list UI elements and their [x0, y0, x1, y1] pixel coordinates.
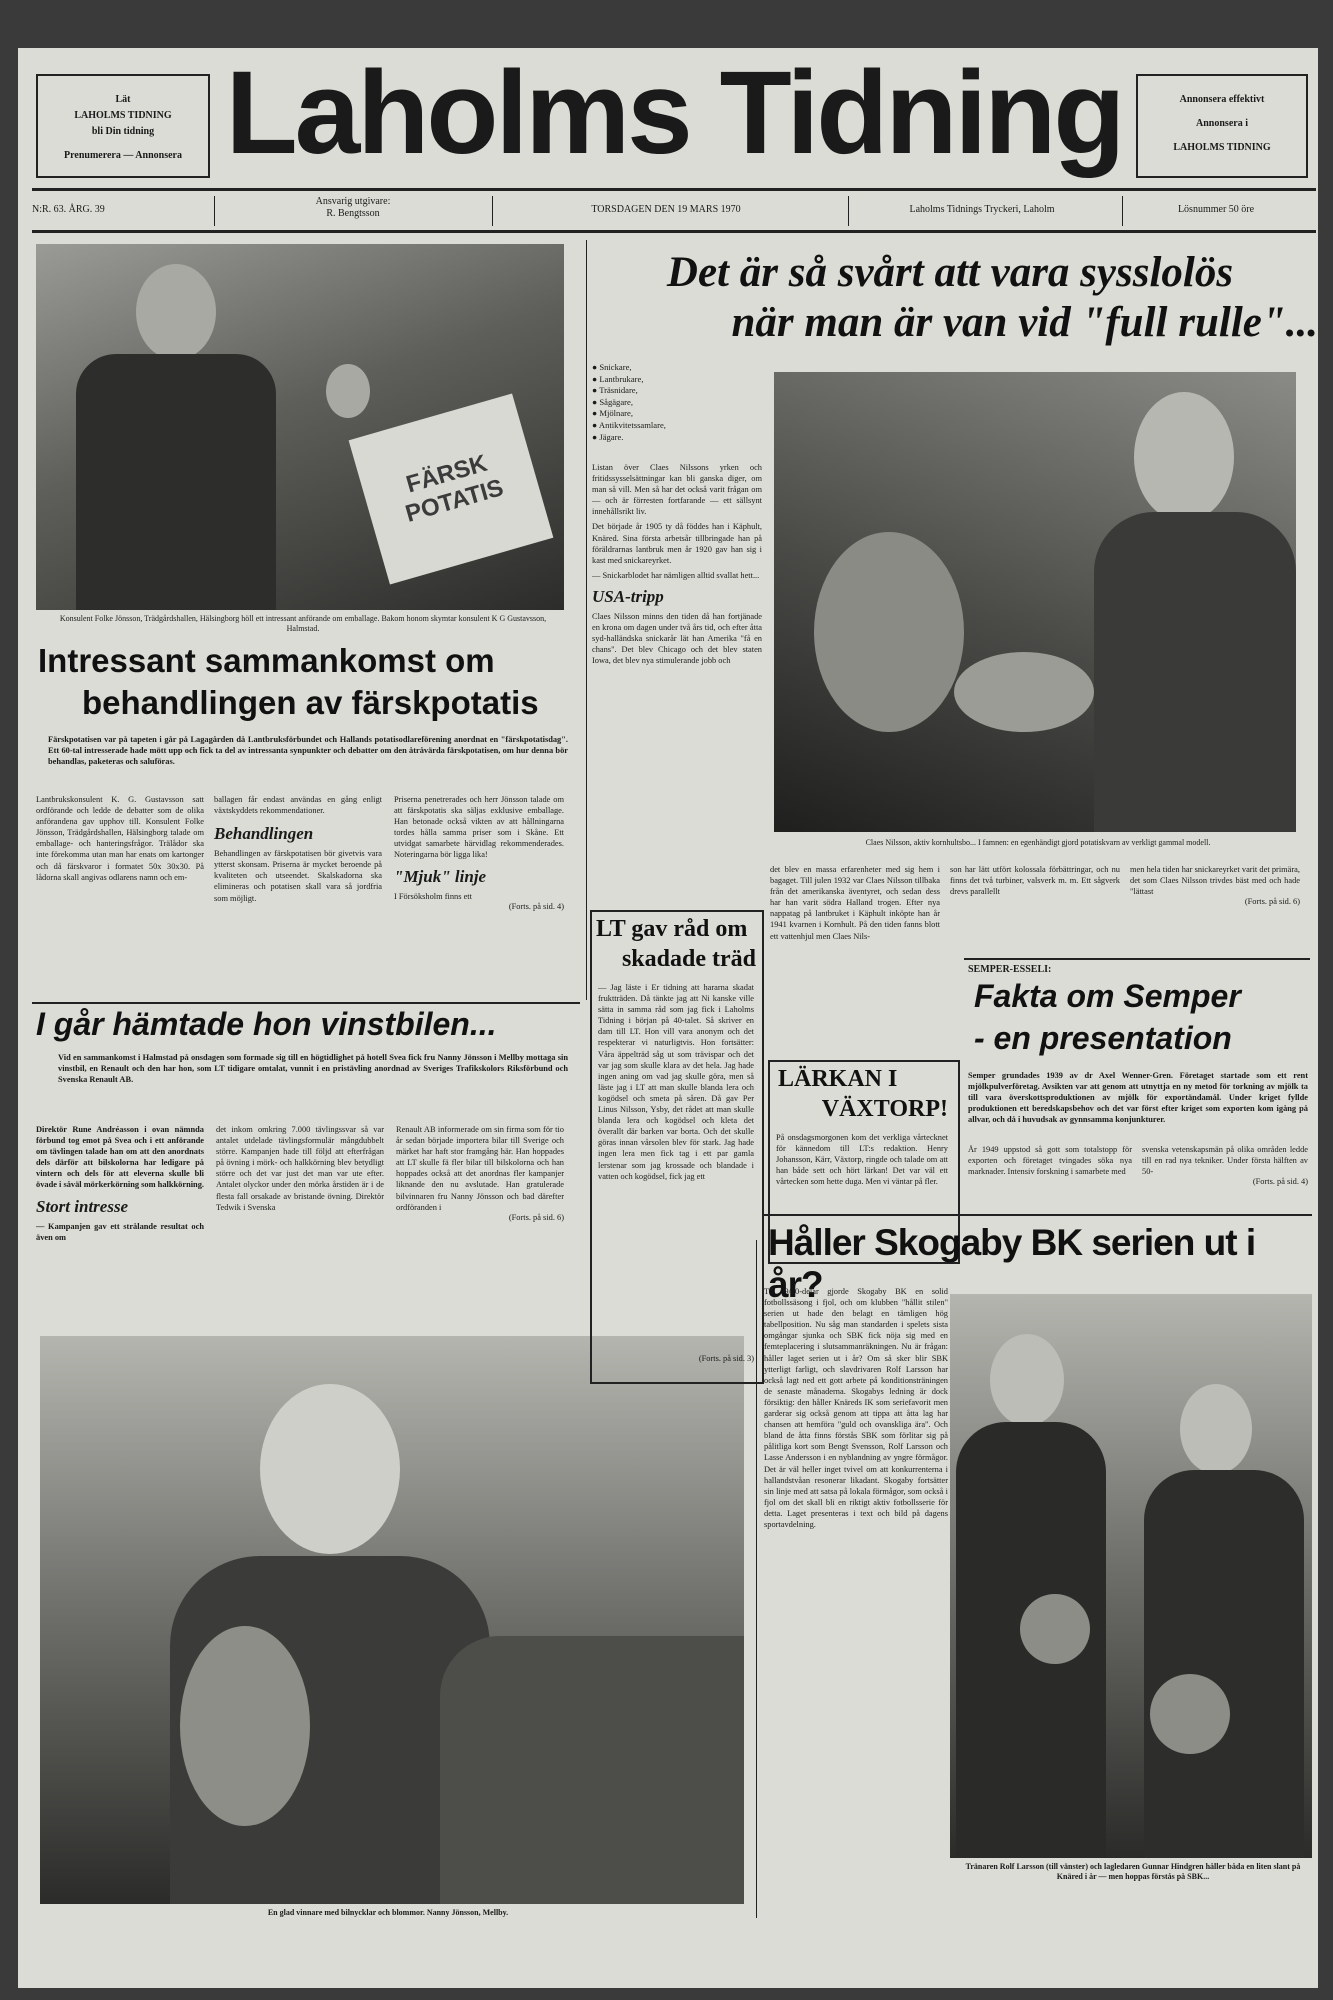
potatis-col3: Priserna penetrerades och herr Jönsson talade om att färskpotatis ska säljas exklusive emballage. Han betonade också vikten av att hållningarna tordes hålla samma priser som i Skåne. Ett utvidgat samarbete härvidlag rekommenderades. Noteringarna bör ligga lika! "Mjuk" linje I Försöksholm finns ett (Forts. på sid. 4): [394, 795, 564, 911]
advertise-box: Annonsera effektivt Annonsera i LAHOLMS TIDNING: [1136, 74, 1308, 178]
lt-rad-headline-1: LT gav råd om: [596, 916, 748, 942]
larkan-headline-2: VÄXTORP!: [821, 1096, 948, 1122]
semper-headline-1: Fakta om Semper: [974, 978, 1241, 1014]
sysslolos-caption: Claes Nilsson, aktiv kornhultsbo... I famnen: en egenhändigt gjord potatiskvarn av verkligt gammal modell.: [865, 838, 1211, 847]
potatis-col1: Lantbrukskonsulent K. G. Gustavsson satt ordförande och ledde de debatter som de olika anförandena gav upphov till. Konsulent Folke Jönsson, Trädgårdshallen, Hälsingborg talade om emballage- och hanteringsfrågor. Trälådor ska inte förekomma utan man har enats om kartonger och då färskvaror i formatet 50x 30x30. På lådorna skall angivas odlarens namn och em-: [36, 795, 204, 882]
potatis-headline-2: behandlingen av färskpotatis: [82, 684, 539, 721]
vinstbil-headline: I går hämtade hon vinstbilen...: [36, 1006, 497, 1042]
semper-kicker: SEMPER-ESSELI:: [968, 964, 1052, 975]
sysslolos-bullets: ● Snickare, ● Lantbrukare, ● Träsnidare, ● Sågägare, ● Mjölnare, ● Antikvitetssamlare, ● Jägare.: [592, 362, 762, 443]
price: Lösnummer 50 öre: [1177, 204, 1255, 215]
sysslolos-col3: son har lätt utfört kolossala förbättringar, och nu finns det två turbiner, valsverk m. m. Ett sågverk drevs parallellt: [950, 865, 1120, 897]
vinstbil-col3: Renault AB informerade om sin firma som för tio år sedan började importera bilar till Sverige och märket har haft stor framgång här. Han hoppades att LT skulle fä fler bilar till bilskolorna och han hoppades också att det anordnas fler kampanjer liknande den nu avslutade. Han gratulerade bilvinnaren fru Nanny Jönsson och bad därefter ordföranden i (Forts. på sid. 6): [396, 1125, 564, 1222]
skogaby-headline: Håller Skogaby BK serien ut i år?: [768, 1222, 1256, 1305]
lt-rad-headline-2: skadade träd: [621, 946, 756, 972]
sysslolos-col1: Listan över Claes Nilssons yrken och fritidssysselsättningar kan bli ganska diger, om man så vill. Men så har det också varit frågan om — och är förresten fortfarande — ett sällsynt innehållsrikt liv. Det började år 1905 ty då föddes han i Käphult, Knäred. Sina första arbetsår tillbringade han på föräldrarnas lantbruk men år 1920 gav han sig i kast med snickareyrket. — Snickarblodet har nämligen alltid svallat hett... USA-tripp Claes Nilsson minns den tiden då han fortjänade en krona om dagen under två års tid, och efter åtta syd-halländska snickarår lät han Amerika "få en chans". Det blev Chicago och det blev staten Iowa, det blev nya stimulerande jobb och: [592, 463, 762, 666]
potatis-lead: Färskpotatisen var på tapeten i går på Lagagården då Lantbruksförbundet och Hallands potatisodlareförening anordnat en "färskpotatisdag". Ett 60-tal intresserade hade mött upp och fick ta del av intressanta synpunkter och debatter om den åtråvärda färskpotatisen, om hur denna bör behandlas, paketeras och saluföras.: [48, 735, 568, 767]
printer: Laholms Tidnings Tryckeri, Laholm: [909, 204, 1055, 215]
semper-headline-2: - en presentation: [974, 1020, 1232, 1056]
potatis-photo: [36, 244, 564, 610]
masthead-title: Laholms Tidning: [225, 47, 1123, 179]
sysslolos-col2: det blev en massa erfarenheter med sig hem i bagaget. Till julen 1932 var Claes Nilsson tillbaka från det amerikanska äventyret, och sedan dess har han varit södra Halland trogen. Efter nya nappatag på lantbruket i Käphult inköpte han år 1941 kvarnen i Kornhult. På den tiden fanns blott ett vattenhjul men Claes Nils-: [770, 865, 940, 941]
skogaby-caption: Tränaren Rolf Larsson (till vänster) och lagledaren Gunnar Hindgren håller båda en liten slant på Knäred i år — men hoppas förstås på SBK...: [965, 1862, 1301, 1882]
sysslolos-col4: men hela tiden har snickareyrket varit det primära, det som Claes Nilsson trivdes bäst med och hade "lättast (Forts. på sid. 6): [1130, 865, 1300, 907]
newspaper-page: [18, 48, 1318, 1988]
skogaby-photo: [950, 1294, 1312, 1858]
sysslolos-headline-2: när man är van vid "full rulle"...: [731, 299, 1318, 346]
issue-number: N:R. 63. ÅRG. 39: [32, 204, 105, 215]
vinstbil-caption: En glad vinnare med bilnycklar och blommor. Nanny Jönsson, Mellby.: [267, 1908, 509, 1917]
semper-lead: Semper grundades 1939 av dr Axel Wenner-Gren. Företaget startade som ett rent mjölkpulverföretag. Avsikten var att genom att utnyttja en ny metod för torkning av mjölk ta till vara överskottsproduktionen av mjölk för exportändamål. Under kriget fyllde produktionen ett beredskapsbehov och det var först efter kriget som exporten kom igång på allvar, och då i huvudsak av gynnsamma konjunkturer.: [968, 1071, 1308, 1125]
potatis-headline-1: Intressant sammankomst om: [38, 642, 495, 679]
potatis-col2: ballagen får endast användas en gång enligt växtskyddets rekommendationer. Behandlingen Behandlingen av färskpotatisen bör givetvis vara ytterst skonsam. Priserna är mycket beroende på kvaliteten och utseendet. Skalskadorna ska elimineras och potatisen skall vara så jordfria som möjligt.: [214, 795, 382, 903]
header-rule-bottom: [32, 230, 1316, 233]
larkan-headline-1: LÄRKAN I: [778, 1066, 898, 1092]
lt-rad-body: — Jag läste i Er tidning att hararna skadat fruktträden. Då tänkte jag att Ni kanske ville sätta in samma råd som jag fick i Laholms Tidning i början på 40-talet. Så skriver en dam till LT. Hon vill vara anonym och det respekterar vi naturligtvis. Hon fortsätter: Våra äppelträd såg ut som trävispar och det var jag som skulle klara av det hela. Jag hade ingen aning om vad jag skulle göra, men så läste jag i LT att man skulle blanda lera och kogödsel och smeta på såren. Då gav Per Linus Nilsson, Ysby, det rådet att man skulle blanda lera och kogödsel och kleta det överallt där barken var borta. Och det skulle göras innan vårsolen blev för stark. Jag hade ingen lera men fick tag i ett par gamla lerstenar som jag krossade och blandade i vatten och kogödsel, fick jag ett: [598, 983, 754, 1181]
sysslolos-headline-1: Det är så svårt att vara sysslolös: [666, 249, 1234, 296]
vinstbil-col2: det inkom omkring 7.000 tävlingssvar så var antalet utdelade tävlingsformulär mångdubbelt större. Kampanjen hade till följd att efterfrågan på övning i mörk- och halkkörning blev betydligt större och det var just det man var ute efter. Antalet olyckor under den mörka årstiden är i de flesta fall orsakade av bristande övning. Direktör Tedwik i Svenska: [216, 1125, 384, 1212]
issue-date: TORSDAGEN DEN 19 MARS 1970: [591, 204, 741, 215]
larkan-body: På onsdagsmorgonen kom det verkliga vårtecknet för kännedom till LT:s redaktion. Henry Johansson, Kärr, Växtorp, ringde och talade om att han både sett och hört lärkan! Det var väl ett vårtecken som hette duga. Men vi väntar på fler.: [776, 1133, 948, 1187]
header-rule-top: [32, 188, 1316, 191]
skogaby-body: Till 9/10-delar gjorde Skogaby BK en solid fotbollssäsong i fjol, och om klubben "hållit stilen" serien ut hade den belagt en tämligen hög tabellposition. Nu såg man standarden i spelets sista omgångar sjunka och SBK fick nöja sig med en femteplacering i slutsammanräkningen. Nu är frågan: håller laget serien ut i år? Om så sker blir SBK ytterligt farligt, och slavdrivaren Rolf Larsson har också lagt ned ett gott arbete på konditionsträningen de senaste månaderna. Skogabys ledning är dock försiktig: den håller Knäreds IK som seriefavorit men garderar sig också genom att tippa att åtta lag har chansen att hemföra "guld och ovanskliga ära". Och bland de åtta finns förstås SBK som förlitar sig på pålitliga kort som Bengt Svensson, Rolf Larsson och Lasse Andersson i en nyblandning av yngre förmågor. Det är väl heller inget tvivel om att konkurrenterna i hallandstvåan resonerar likadant. Skogaby fortsätter sin linje med att satsa på lokala förmågor, som också i fjol om det skall bli en riktigt aktiv fotbollsserie för detta. Laget presenteras i text och bild på dagens sportavdelning.: [764, 1287, 948, 1529]
potatis-box-sign: FÄRSK POTATIS: [349, 393, 554, 584]
semper-col2: svenska vetenskapsmän på olika områden ledde till en rad nya tekniker. Under första hälften av 50- (Forts. på sid. 4): [1142, 1145, 1308, 1187]
vinstbil-col1: Direktör Rune Andréasson i ovan nämnda förbund tog emot på Svea och i ett anförande om tävlingen talade han om att den anordnats dels därför att bilskolorna har ledigare på vintern och dels för att eleverna skulle bli övade i såväl mörkerkörning som halkkörning. Stort intresse — Kampanjen gav ett strålande resultat och även om: [36, 1125, 204, 1242]
semper-col1: År 1949 uppstod så gott som totalstopp för exporten och företaget tvingades söka nya marknader. Intensiv forskning i samarbete med: [968, 1145, 1132, 1177]
potatis-caption: Konsulent Folke Jönsson, Trädgårdshallen, Hälsingborg höll ett intressant anförande om emballage. Bakom honom skymtar konsulent K G Gustavsson, Halmstad.: [59, 614, 547, 634]
subscribe-box: Lät LAHOLMS TIDNING bli Din tidning Prenumerera — Annonsera: [36, 74, 210, 178]
editor: Ansvarig utgivare: R. Bengtsson: [315, 196, 391, 219]
sysslolos-photo: [774, 372, 1296, 832]
lt-rad-cont: (Forts. på sid. 3): [698, 1354, 754, 1363]
vinstbil-photo: [40, 1336, 744, 1904]
vinstbil-lead: Vid en sammankomst i Halmstad på onsdagen som formade sig till en högtidlighet på hotell Svea fick fru Nanny Jönsson i Mellby mottaga sin vinstbil, en Renault och den har hon, som LT tidigare omtalat, vunnit i en pristävling anordnad av Sveriges Trafikskolors Riksförbund och Svenska Renault AB.: [58, 1053, 568, 1085]
